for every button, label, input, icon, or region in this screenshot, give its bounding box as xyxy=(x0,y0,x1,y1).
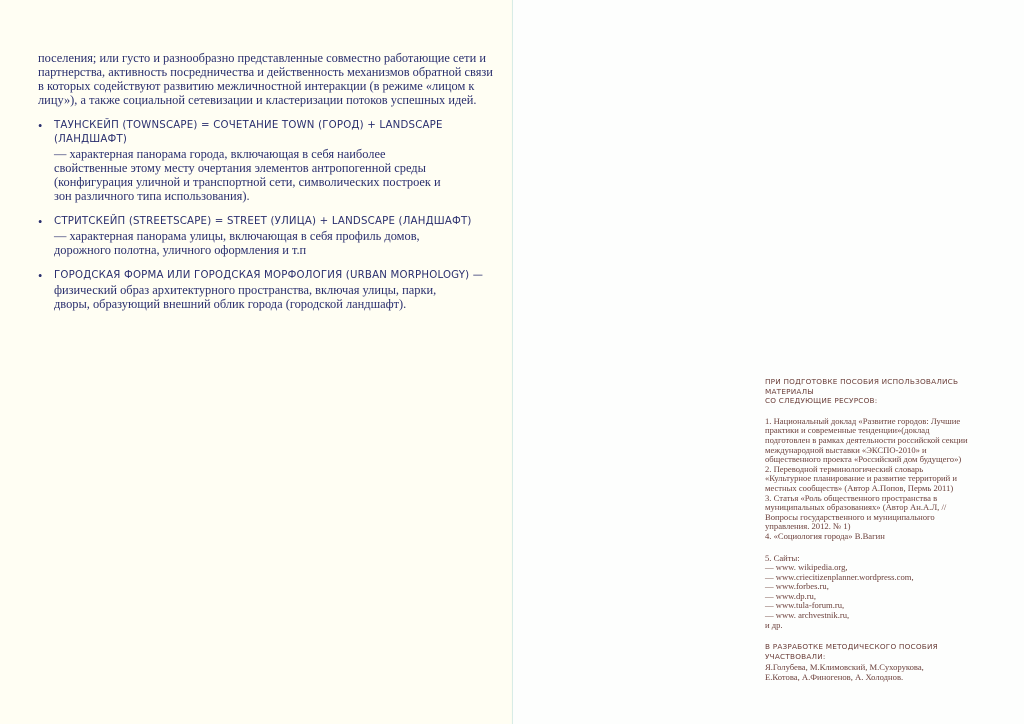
terms-list xyxy=(38,119,498,311)
bullet-icon: • xyxy=(38,215,43,229)
definition-urban-morphology: физический образ архитектурного пространства, включая улицы, парки, дворы, образующий внешний облик города (городской ландшафт). xyxy=(54,283,437,311)
bullet-icon: • xyxy=(38,119,43,133)
authors-list: Я.Голубева, М.Климовский, М.Сухорукова, Е.Котова, А.Финогенов, А. Холоднов. xyxy=(765,662,924,683)
sources-heading: ПРИ ПОДГОТОВКЕ ПОСОБИЯ ИСПОЛЬЗОВАЛИСЬ МАТЕРИАЛЫ СО СЛЕДУЮЩИЕ РЕСУРСОВ: xyxy=(765,377,959,406)
sources-list: 1. Национальный доклад «Развитие городов: Лучшие практики и современные тенденции»(доклад подготовлен в рамках деятельности российской секции международной выставки «ЭКСПО-2010» и общественного проекта «Российский дом будущего») 2. Переводной терминологический словарь «Культурное планирование и развитие территорий и местных сообществ» (Автор А.Попов, Пермь 2011) 3. Статья «Роль общественного пространства в муниципальных образованиях» (Автор Ан.А.Л, // Вопросы государственного и муниципального управления. 2012. № 1) 4. «Социология города» В.Вагин xyxy=(765,415,968,541)
term-streetscape: СТРИТСКЕЙП (STREETSCAPE) = STREET (УЛИЦА) + LANDSCAPE (ЛАНДШАФТ) xyxy=(54,216,472,227)
sites-list: 5. Сайты: — www. wikipedia.org, — www.criecitizenplanner.wordpress.com, — www.forbes.ru, — www.dp.ru, — www.tula-forum.ru, — www. archvestnik.ru, и др. xyxy=(765,552,914,630)
definition-streetscape: — характерная панорама улицы, включающая в себя профиль домов, дорожного полотна, уличного оформления и т.п xyxy=(54,229,420,257)
term-urban-morphology: ГОРОДСКАЯ ФОРМА ИЛИ ГОРОДСКАЯ МОРФОЛОГИЯ (URBAN MORPHOLOGY) — xyxy=(54,270,484,281)
term-townscape: ТАУНСКЕЙП (TOWNSCAPE) = СОЧЕТАНИЕ TOWN (ГОРОД) + LANDSCAPE (ЛАНДШАФТ) xyxy=(54,120,443,145)
left-page xyxy=(0,0,511,724)
bullet-icon: • xyxy=(38,269,43,283)
authors-heading: В РАЗРАБОТКЕ МЕТОДИЧЕСКОГО ПОСОБИЯ УЧАСТВОВАЛИ: xyxy=(765,642,938,661)
list-item-townscape xyxy=(38,119,498,203)
intro-paragraph: поселения; или густо и разнообразно представленные совместно работающие сети и партнерства, активность посредничества и действенность механизмов обратной связи в которых содействуют развитию межличностной интеракции (в режиме «лицом к лицу»), а также социальной сетевизации и кластеризации потоков успешных идей. xyxy=(38,51,493,107)
list-item-streetscape xyxy=(38,215,498,257)
definition-townscape: — характерная панорама города, включающая в себя наиболее свойственные этому месту очертания элементов антропогенной среды (конфигурация уличной и транспортной сети, символических построек и зон различного типа использования). xyxy=(54,147,441,203)
left-page-text xyxy=(38,51,498,323)
list-item-urban-morphology xyxy=(38,269,498,311)
right-page xyxy=(512,0,1024,724)
credits-block xyxy=(765,377,997,695)
